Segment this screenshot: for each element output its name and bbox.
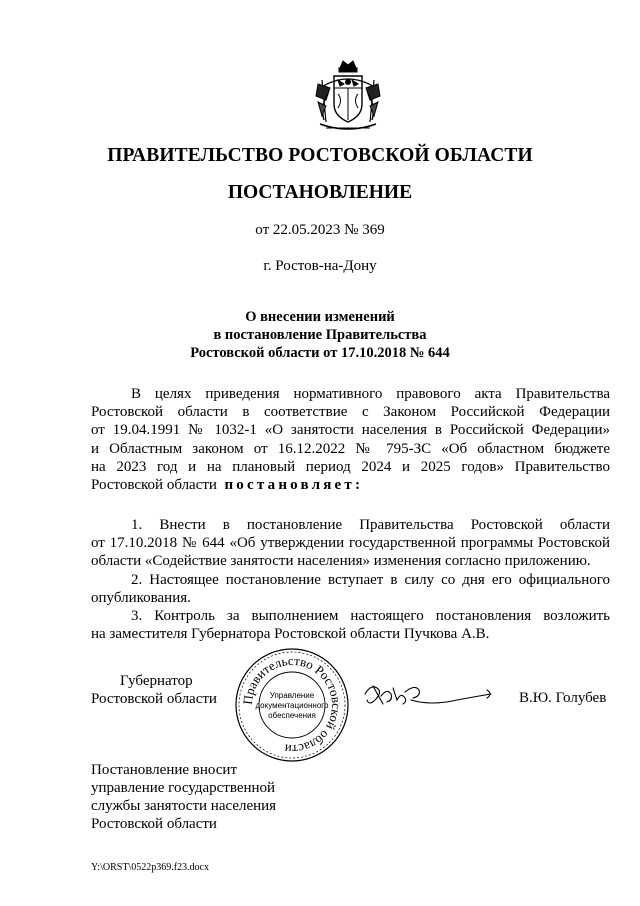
seal-inner-line: документационного <box>255 701 329 710</box>
position-line: Ростовской области <box>91 691 217 707</box>
city: г. Ростов-на-Дону <box>263 258 377 274</box>
item-line: опубликования. <box>91 589 191 606</box>
submitted-by-note <box>91 761 276 833</box>
coat-of-arms-icon <box>312 58 384 136</box>
note-line: Ростовской области <box>91 816 217 832</box>
seal-inner-line: Управление <box>269 691 315 700</box>
preamble-line: Ростовской области в соответствие с Законом Российской Федерации <box>91 404 610 421</box>
note-line: управление государственной <box>91 780 276 796</box>
preamble-line <box>91 476 610 494</box>
position-line: Губернатор <box>120 673 193 689</box>
preamble-line-prefix: Ростовской области <box>91 476 217 493</box>
document-subject <box>0 308 640 362</box>
preamble-paragraph <box>91 385 610 494</box>
subject-line: в постановление Правительства <box>213 327 427 343</box>
item-line: области «Содействие занятости населения» изменения согласно приложению. <box>91 553 591 570</box>
seal-inner-line: обеспечения <box>268 711 316 720</box>
subject-line: О внесении изменений <box>245 309 395 325</box>
resolves-word: постановляет: <box>224 476 364 493</box>
date-number: от 22.05.2023 № 369 <box>255 222 385 238</box>
items-paragraph <box>91 516 610 643</box>
preamble-line: В целях приведения нормативного правового акта Правительства <box>131 386 610 402</box>
note-line: службы занятости населения <box>91 798 277 814</box>
official-seal-icon <box>228 646 356 764</box>
preamble-line: и Областным законом от 16.12.2022 № 795-ЗС «Об областном бюджете <box>91 440 610 457</box>
file-path: Y:\ORST\0522p369.f23.docx <box>91 862 209 873</box>
government-title: ПРАВИТЕЛЬСТВО РОСТОВСКОЙ ОБЛАСТИ <box>107 145 533 166</box>
note-line: Постановление вносит <box>91 762 238 778</box>
signer-name: В.Ю. Голубев <box>519 690 607 706</box>
signature-icon <box>361 676 495 712</box>
document-type: ПОСТАНОВЛЕНИЕ <box>227 182 413 203</box>
preamble-line: от 19.04.1991 № 1032-1 «О занятости населения в Российской Федерации» <box>91 422 610 439</box>
item-line: от 17.10.2018 № 644 «Об утверждении государственной программы Ростовской <box>91 535 610 552</box>
item-line: 2. Настоящее постановление вступает в силу со дня его официального <box>131 571 610 588</box>
seal-ring-path: Правительство Ростовской области <box>239 652 345 758</box>
item-line: 3. Контроль за выполнением настоящего постановления возложить <box>131 607 610 624</box>
signatory-position <box>91 672 217 708</box>
item-line: 1. Внести в постановление Правительства Ростовской области <box>131 517 610 533</box>
subject-line: Ростовской области от 17.10.2018 № 644 <box>190 345 450 361</box>
preamble-line: на 2023 год и на плановый период 2024 и 2025 годов» Правительство <box>91 458 610 475</box>
item-line: на заместителя Губернатора Ростовской области Пучкова А.В. <box>91 626 490 643</box>
